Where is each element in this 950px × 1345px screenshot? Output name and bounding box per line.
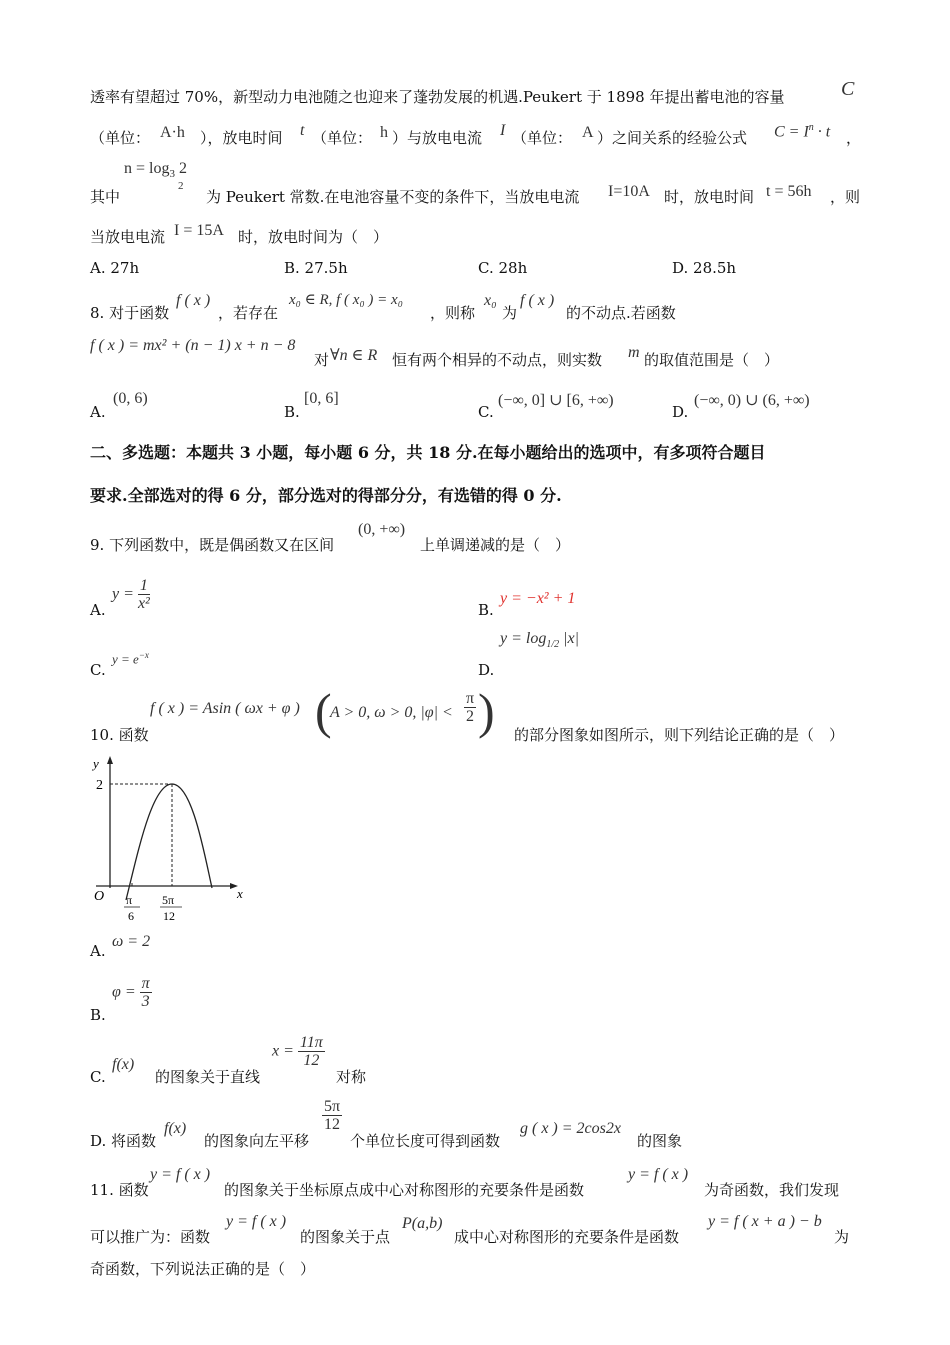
q9-interval: (0, +∞): [358, 521, 406, 538]
q9-option-a-label[interactable]: A.: [90, 601, 106, 619]
tick1-den: 6: [128, 909, 134, 922]
q11-func: y = f ( x ): [628, 1166, 689, 1183]
q10-option-d-text[interactable]: 个单位长度可得到函数: [350, 1132, 501, 1150]
q10-option-b[interactable]: φ = $\frac{\pi}{3}$: [112, 975, 150, 1010]
q7-l2-text: ，: [846, 129, 862, 147]
q7-formula: $C = I^n \cdot t$: [774, 122, 831, 141]
sine-curve: [126, 784, 212, 900]
q11-stem: 成中心对称图形的充要条件是函数: [454, 1228, 680, 1246]
q7-line1: 透率有望超过 70%，新型动力电池随之也迎来了蓬勃发展的机遇.Peukert 于 1898 年提出蓄电池的容量: [90, 88, 785, 106]
q7-option-b[interactable]: B. 27.5h: [284, 259, 348, 277]
q7-symbol-t: t: [300, 122, 305, 139]
section-header: 二、多选题：本题共 3 小题，每小题 6 分，共 18 分.在每小题给出的选项中，有多项符合题目: [90, 443, 766, 462]
q8-stem: 8. 对于函数: [90, 304, 170, 322]
q8-fx: f ( x ): [176, 292, 211, 309]
q11-stem: 为奇函数，我们发现: [704, 1181, 840, 1199]
q11-stem: 为: [834, 1228, 850, 1246]
q11-point-p: P(a,b): [402, 1215, 443, 1232]
q10-option-b-label[interactable]: B.: [90, 1006, 106, 1024]
q7-unit-h: h: [380, 124, 388, 141]
q8-option-b[interactable]: [0, 6]: [304, 390, 339, 407]
q9-stem: 9. 下列函数中，既是偶函数又在区间: [90, 536, 335, 554]
tick2-num: 5π: [162, 893, 175, 907]
q7-option-d[interactable]: D. 28.5h: [672, 259, 737, 277]
x-axis-label: x: [237, 886, 243, 901]
q7-option-a[interactable]: A. 27h: [90, 259, 140, 277]
q10-option-d-fx[interactable]: f(x): [164, 1120, 187, 1137]
q8-option-d-label[interactable]: D.: [672, 403, 689, 421]
q9-option-d[interactable]: $y = \log_{1/2} |x|$: [500, 630, 580, 651]
q8-option-c[interactable]: (−∞, 0] ∪ [6, +∞): [498, 392, 614, 409]
q10-option-d-text[interactable]: D. 将函数: [90, 1132, 157, 1150]
q11-stem: 的图象关于点: [300, 1228, 391, 1246]
q7-symbol-i: I: [500, 122, 506, 139]
q10-function: f ( x ) = Asin ( ωx + φ ): [150, 700, 300, 717]
q7-i10: I=10A: [608, 183, 650, 200]
q10-option-d-shift[interactable]: $\frac{5\pi}{12}$: [324, 1098, 341, 1133]
q8-stem: 恒有两个相异的不动点，则实数: [392, 351, 603, 369]
q10-option-d-text[interactable]: 的图象向左平移: [204, 1132, 310, 1150]
q7-symbol-c: C: [841, 78, 855, 100]
q11-stem: 可以推广为：函数: [90, 1228, 211, 1246]
y-axis-arrow: [107, 756, 113, 764]
q7-l4-text: ，则: [830, 188, 861, 206]
q7-n-formula: $n = \log_3 2$: [124, 160, 187, 181]
q10-sine-graph: [88, 752, 248, 922]
q8-stem: 的不动点.若函数: [566, 304, 676, 322]
q7-l2-text: （单位：: [312, 129, 373, 147]
q10-condition-frac: $\frac{\pi}{2}$: [466, 690, 475, 725]
q7-l5-text: 时，放电时间为（ ）: [238, 228, 389, 246]
q9-option-c-label[interactable]: C.: [90, 661, 106, 679]
q11-func: y = f ( x ): [150, 1166, 211, 1183]
q7-l2-text: （单位：: [512, 129, 573, 147]
q8-stem: ，则称: [430, 304, 476, 322]
q10-condition: A > 0, ω > 0, |φ| <: [330, 704, 453, 721]
q10-option-c-label[interactable]: C.: [90, 1068, 106, 1086]
q8-option-b-label[interactable]: B.: [284, 403, 300, 421]
y-axis-label: y: [93, 756, 99, 771]
q9-option-a[interactable]: y = $\frac{1}{\text{x²}}$: [112, 577, 150, 612]
q9-option-d-label[interactable]: D.: [478, 661, 495, 679]
q7-l2-text: ）与放电电流: [392, 129, 483, 147]
q7-l5-text: 当放电电流: [90, 228, 166, 246]
q8-stem: 的取值范围是（ ）: [644, 351, 780, 369]
q10-option-d-text[interactable]: 的图象: [637, 1132, 683, 1150]
q10-paren-open: (: [315, 683, 332, 739]
q8-stem: 对: [314, 351, 330, 369]
q10-option-c-fx[interactable]: f(x): [112, 1056, 135, 1073]
ymax-label: 2: [96, 778, 103, 793]
q8-function: f ( x ) = mx² + (n − 1) x + n − 8: [90, 337, 296, 354]
q8-condition: x₀ ∈ R, f ( x₀ ) = x₀: [289, 292, 403, 308]
q8-m: m: [628, 344, 640, 361]
q7-l4-text: 其中: [90, 188, 121, 206]
q11-stem: 奇函数，下列说法正确的是（ ）: [90, 1260, 316, 1278]
q7-option-c[interactable]: C. 28h: [478, 259, 528, 277]
section-header: 要求.全部选对的得 6 分，部分选对的得部分分，有选错的得 0 分.: [90, 486, 562, 505]
q8-option-c-label[interactable]: C.: [478, 403, 494, 421]
q8-stem: 为: [502, 304, 518, 322]
q9-option-b-label[interactable]: B.: [478, 601, 494, 619]
q11-stem: 的图象关于坐标原点成中心对称图形的充要条件是函数: [224, 1181, 585, 1199]
q11-stem: 11. 函数: [90, 1181, 149, 1199]
q10-option-c-text[interactable]: 的图象关于直线: [155, 1068, 261, 1086]
q9-stem: 上单调递减的是（ ）: [420, 536, 571, 554]
q10-option-a-label[interactable]: A.: [90, 942, 106, 960]
q9-option-b[interactable]: y = −x² + 1: [500, 590, 576, 607]
q10-stem: 10. 函数: [90, 726, 149, 744]
q7-n-sub-frac: 2: [178, 180, 184, 192]
q8-stem: ，若存在: [218, 304, 279, 322]
q8-option-a-label[interactable]: A.: [90, 403, 106, 421]
q7-t56: t = 56h: [766, 183, 812, 200]
q7-l4-text: 为 Peukert 常数.在电池容量不变的条件下，当放电电流: [206, 188, 580, 206]
q8-x0: x₀: [484, 292, 497, 309]
q8-fx: f ( x ): [520, 292, 555, 309]
q10-option-a[interactable]: ω = 2: [112, 933, 151, 950]
tick1-num: π: [126, 893, 133, 907]
q9-option-c[interactable]: $y = e^{-x}$: [112, 650, 149, 667]
q7-unit-a: A: [582, 124, 594, 141]
q11-func: y = f ( x ): [226, 1213, 287, 1230]
origin-label: O: [94, 889, 105, 904]
q8-option-d[interactable]: (−∞, 0) ∪ (6, +∞): [694, 392, 810, 409]
q10-stem: 的部分图象如图所示，则下列结论正确的是（ ）: [514, 726, 845, 744]
q7-i15: I = 15A: [174, 222, 224, 239]
q7-unit-ah: A·h: [160, 124, 185, 141]
q8-option-a[interactable]: (0, 6): [113, 390, 148, 407]
q10-option-c-line[interactable]: x = $\frac{11\pi}{12}$: [272, 1034, 323, 1069]
q11-func-shifted: y = f ( x + a ) − b: [708, 1213, 822, 1230]
q8-forall: ∀n ∈ R: [330, 347, 378, 364]
tick2-den: 12: [163, 909, 175, 922]
q10-paren-close: ): [478, 683, 495, 739]
q7-l2-text: ），放电时间: [200, 129, 283, 147]
q7-l2-text: （单位：: [90, 129, 151, 147]
q10-option-d-gx[interactable]: g ( x ) = 2cos2x: [520, 1120, 621, 1137]
q7-l2-text: ）之间关系的经验公式: [597, 129, 748, 147]
q7-l4-text: 时，放电时间: [664, 188, 755, 206]
q10-option-c-text[interactable]: 对称: [336, 1068, 367, 1086]
